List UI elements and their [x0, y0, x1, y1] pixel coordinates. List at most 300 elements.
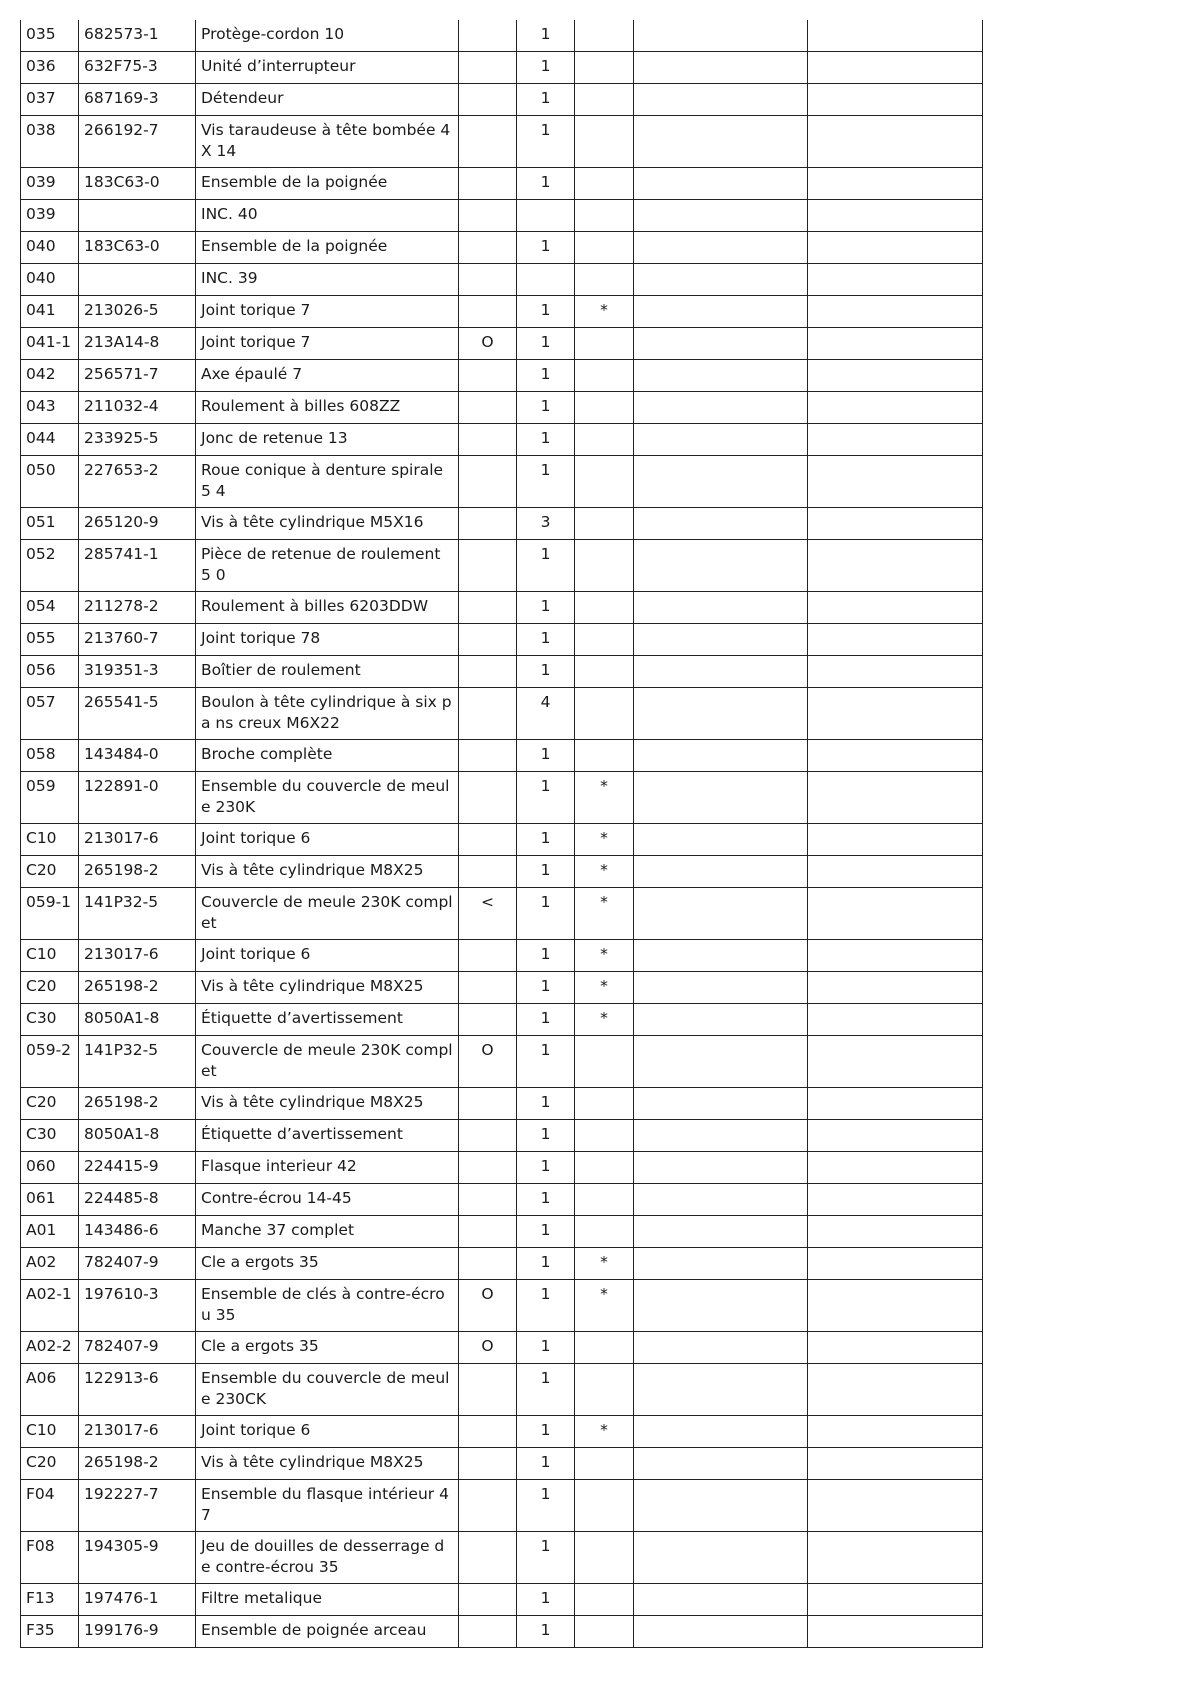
table-row: [21, 1532, 983, 1584]
quantity-cell: 1: [517, 740, 575, 772]
option-flag-cell: [459, 168, 517, 200]
part-number-cell: 194305-9: [79, 1532, 196, 1584]
note-cell: [634, 52, 808, 84]
table-row: [21, 824, 983, 856]
table-row: [21, 84, 983, 116]
remark-cell: [808, 1616, 983, 1648]
part-number-cell: 143486-6: [79, 1216, 196, 1248]
item-number-cell: C20: [21, 856, 79, 888]
table-row: [21, 360, 983, 392]
option-flag-cell: [459, 360, 517, 392]
option-flag-cell: [459, 392, 517, 424]
part-number-cell: 213A14-8: [79, 328, 196, 360]
description-cell: Ensemble de la poignée: [196, 232, 459, 264]
remark-cell: [808, 20, 983, 52]
quantity-cell: 1: [517, 296, 575, 328]
option-flag-cell: [459, 1448, 517, 1480]
note-cell: [634, 200, 808, 232]
part-number-cell: 256571-7: [79, 360, 196, 392]
note-cell: [634, 360, 808, 392]
remark-cell: [808, 264, 983, 296]
option-flag-cell: [459, 264, 517, 296]
table-row: [21, 740, 983, 772]
item-number-cell: 056: [21, 656, 79, 688]
option-flag-cell: <: [459, 888, 517, 940]
quantity-cell: 1: [517, 1448, 575, 1480]
item-number-cell: 058: [21, 740, 79, 772]
table-row: [21, 392, 983, 424]
table-row: [21, 232, 983, 264]
quantity-cell: 3: [517, 508, 575, 540]
quantity-cell: 1: [517, 1152, 575, 1184]
item-number-cell: 037: [21, 84, 79, 116]
option-flag-cell: O: [459, 1036, 517, 1088]
quantity-cell: 1: [517, 1120, 575, 1152]
note-cell: [634, 1216, 808, 1248]
marker-cell: [575, 360, 634, 392]
item-number-cell: 059: [21, 772, 79, 824]
note-cell: [634, 264, 808, 296]
item-number-cell: C20: [21, 972, 79, 1004]
description-cell: Étiquette d’avertissement: [196, 1120, 459, 1152]
marker-cell: [575, 392, 634, 424]
item-number-cell: 054: [21, 592, 79, 624]
option-flag-cell: [459, 592, 517, 624]
part-number-cell: 265198-2: [79, 1088, 196, 1120]
quantity-cell: 1: [517, 168, 575, 200]
remark-cell: [808, 296, 983, 328]
remark-cell: [808, 1280, 983, 1332]
option-flag-cell: [459, 1152, 517, 1184]
note-cell: [634, 540, 808, 592]
item-number-cell: 039: [21, 168, 79, 200]
quantity-cell: 1: [517, 360, 575, 392]
part-number-cell: 197476-1: [79, 1584, 196, 1616]
item-number-cell: 061: [21, 1184, 79, 1216]
quantity-cell: [517, 264, 575, 296]
item-number-cell: 042: [21, 360, 79, 392]
item-number-cell: C10: [21, 1416, 79, 1448]
marker-cell: [575, 52, 634, 84]
option-flag-cell: [459, 1364, 517, 1416]
marker-cell: *: [575, 824, 634, 856]
note-cell: [634, 940, 808, 972]
marker-cell: [575, 1216, 634, 1248]
note-cell: [634, 116, 808, 168]
description-cell: Joint torique 7: [196, 296, 459, 328]
note-cell: [634, 856, 808, 888]
note-cell: [634, 1152, 808, 1184]
description-cell: Broche complète: [196, 740, 459, 772]
quantity-cell: 1: [517, 1004, 575, 1036]
quantity-cell: 1: [517, 888, 575, 940]
part-number-cell: 233925-5: [79, 424, 196, 456]
note-cell: [634, 1584, 808, 1616]
table-row: [21, 116, 983, 168]
quantity-cell: 1: [517, 392, 575, 424]
remark-cell: [808, 656, 983, 688]
table-row: [21, 296, 983, 328]
item-number-cell: 040: [21, 264, 79, 296]
option-flag-cell: [459, 856, 517, 888]
remark-cell: [808, 508, 983, 540]
marker-cell: *: [575, 1248, 634, 1280]
description-cell: Couvercle de meule 230K compl et: [196, 1036, 459, 1088]
option-flag-cell: [459, 508, 517, 540]
remark-cell: [808, 116, 983, 168]
description-cell: Vis à tête cylindrique M5X16: [196, 508, 459, 540]
option-flag-cell: [459, 116, 517, 168]
note-cell: [634, 740, 808, 772]
note-cell: [634, 888, 808, 940]
description-cell: Ensemble de clés à contre-écrou 35: [196, 1280, 459, 1332]
remark-cell: [808, 1448, 983, 1480]
note-cell: [634, 1480, 808, 1532]
item-number-cell: 060: [21, 1152, 79, 1184]
quantity-cell: 1: [517, 1480, 575, 1532]
quantity-cell: [517, 200, 575, 232]
remark-cell: [808, 972, 983, 1004]
option-flag-cell: [459, 232, 517, 264]
option-flag-cell: [459, 424, 517, 456]
remark-cell: [808, 888, 983, 940]
item-number-cell: 044: [21, 424, 79, 456]
part-number-cell: 319351-3: [79, 656, 196, 688]
remark-cell: [808, 1248, 983, 1280]
description-cell: Flasque interieur 42: [196, 1152, 459, 1184]
quantity-cell: 1: [517, 1616, 575, 1648]
remark-cell: [808, 1584, 983, 1616]
item-number-cell: 041-1: [21, 328, 79, 360]
item-number-cell: 040: [21, 232, 79, 264]
remark-cell: [808, 1532, 983, 1584]
note-cell: [634, 1364, 808, 1416]
marker-cell: [575, 168, 634, 200]
table-row: [21, 592, 983, 624]
remark-cell: [808, 1216, 983, 1248]
parts-list-table: [20, 20, 983, 1648]
quantity-cell: 4: [517, 688, 575, 740]
option-flag-cell: [459, 940, 517, 972]
quantity-cell: 1: [517, 772, 575, 824]
marker-cell: *: [575, 972, 634, 1004]
quantity-cell: 1: [517, 1088, 575, 1120]
part-number-cell: 224415-9: [79, 1152, 196, 1184]
option-flag-cell: [459, 824, 517, 856]
part-number-cell: 211032-4: [79, 392, 196, 424]
table-row: [21, 972, 983, 1004]
note-cell: [634, 688, 808, 740]
option-flag-cell: [459, 688, 517, 740]
part-number-cell: 266192-7: [79, 116, 196, 168]
part-number-cell: 265198-2: [79, 856, 196, 888]
note-cell: [634, 20, 808, 52]
quantity-cell: 1: [517, 540, 575, 592]
note-cell: [634, 296, 808, 328]
part-number-cell: 141P32-5: [79, 1036, 196, 1088]
quantity-cell: 1: [517, 84, 575, 116]
option-flag-cell: [459, 456, 517, 508]
option-flag-cell: [459, 20, 517, 52]
item-number-cell: 051: [21, 508, 79, 540]
quantity-cell: 1: [517, 1216, 575, 1248]
table-row: [21, 1616, 983, 1648]
marker-cell: [575, 232, 634, 264]
part-number-cell: 213760-7: [79, 624, 196, 656]
description-cell: INC. 39: [196, 264, 459, 296]
note-cell: [634, 1448, 808, 1480]
description-cell: Vis à tête cylindrique M8X25: [196, 856, 459, 888]
note-cell: [634, 168, 808, 200]
table-row: [21, 1364, 983, 1416]
remark-cell: [808, 740, 983, 772]
remark-cell: [808, 772, 983, 824]
option-flag-cell: [459, 972, 517, 1004]
remark-cell: [808, 424, 983, 456]
marker-cell: *: [575, 1280, 634, 1332]
option-flag-cell: [459, 1120, 517, 1152]
option-flag-cell: [459, 84, 517, 116]
option-flag-cell: [459, 740, 517, 772]
item-number-cell: C30: [21, 1120, 79, 1152]
part-number-cell: 227653-2: [79, 456, 196, 508]
table-row: [21, 200, 983, 232]
description-cell: Vis à tête cylindrique M8X25: [196, 972, 459, 1004]
item-number-cell: F13: [21, 1584, 79, 1616]
marker-cell: [575, 656, 634, 688]
marker-cell: [575, 1532, 634, 1584]
note-cell: [634, 824, 808, 856]
part-number-cell: 682573-1: [79, 20, 196, 52]
remark-cell: [808, 360, 983, 392]
table-row: [21, 1248, 983, 1280]
note-cell: [634, 84, 808, 116]
table-row: [21, 856, 983, 888]
table-row: [21, 1004, 983, 1036]
quantity-cell: 1: [517, 824, 575, 856]
part-number-cell: 8050A1-8: [79, 1120, 196, 1152]
marker-cell: [575, 740, 634, 772]
option-flag-cell: [459, 296, 517, 328]
marker-cell: [575, 1448, 634, 1480]
table-row: [21, 1332, 983, 1364]
quantity-cell: 1: [517, 656, 575, 688]
remark-cell: [808, 1004, 983, 1036]
parts-list-body: [21, 20, 983, 1648]
table-row: [21, 424, 983, 456]
table-row: [21, 1416, 983, 1448]
item-number-cell: A02-1: [21, 1280, 79, 1332]
quantity-cell: 1: [517, 624, 575, 656]
marker-cell: [575, 624, 634, 656]
part-number-cell: [79, 200, 196, 232]
description-cell: Joint torique 6: [196, 940, 459, 972]
description-cell: Joint torique 6: [196, 1416, 459, 1448]
description-cell: Unité d’interrupteur: [196, 52, 459, 84]
table-row: [21, 656, 983, 688]
part-number-cell: 183C63-0: [79, 232, 196, 264]
part-number-cell: 211278-2: [79, 592, 196, 624]
description-cell: Jeu de douilles de desserrage de contre-écrou 35: [196, 1532, 459, 1584]
description-cell: Roue conique à denture spirale 5 4: [196, 456, 459, 508]
note-cell: [634, 1036, 808, 1088]
remark-cell: [808, 592, 983, 624]
item-number-cell: 035: [21, 20, 79, 52]
item-number-cell: 039: [21, 200, 79, 232]
table-row: [21, 52, 983, 84]
description-cell: Manche 37 complet: [196, 1216, 459, 1248]
description-cell: Étiquette d’avertissement: [196, 1004, 459, 1036]
marker-cell: [575, 424, 634, 456]
item-number-cell: A06: [21, 1364, 79, 1416]
part-number-cell: 122891-0: [79, 772, 196, 824]
table-row: [21, 328, 983, 360]
remark-cell: [808, 688, 983, 740]
table-row: [21, 1216, 983, 1248]
note-cell: [634, 1088, 808, 1120]
item-number-cell: 038: [21, 116, 79, 168]
option-flag-cell: [459, 1532, 517, 1584]
option-flag-cell: O: [459, 328, 517, 360]
table-row: [21, 540, 983, 592]
remark-cell: [808, 84, 983, 116]
table-row: [21, 772, 983, 824]
part-number-cell: 265120-9: [79, 508, 196, 540]
remark-cell: [808, 1364, 983, 1416]
part-number-cell: 632F75-3: [79, 52, 196, 84]
part-number-cell: 122913-6: [79, 1364, 196, 1416]
quantity-cell: 1: [517, 456, 575, 508]
note-cell: [634, 328, 808, 360]
item-number-cell: 050: [21, 456, 79, 508]
marker-cell: [575, 264, 634, 296]
option-flag-cell: O: [459, 1332, 517, 1364]
marker-cell: [575, 540, 634, 592]
option-flag-cell: [459, 656, 517, 688]
description-cell: Ensemble du flasque intérieur 47: [196, 1480, 459, 1532]
item-number-cell: 055: [21, 624, 79, 656]
item-number-cell: A02-2: [21, 1332, 79, 1364]
marker-cell: [575, 1480, 634, 1532]
item-number-cell: C20: [21, 1448, 79, 1480]
item-number-cell: F04: [21, 1480, 79, 1532]
option-flag-cell: [459, 1480, 517, 1532]
table-row: [21, 1480, 983, 1532]
part-number-cell: 265541-5: [79, 688, 196, 740]
marker-cell: [575, 1120, 634, 1152]
remark-cell: [808, 200, 983, 232]
description-cell: Roulement à billes 608ZZ: [196, 392, 459, 424]
table-row: [21, 1120, 983, 1152]
part-number-cell: 213017-6: [79, 1416, 196, 1448]
option-flag-cell: [459, 1004, 517, 1036]
part-number-cell: 687169-3: [79, 84, 196, 116]
option-flag-cell: [459, 1416, 517, 1448]
remark-cell: [808, 1332, 983, 1364]
part-number-cell: 183C63-0: [79, 168, 196, 200]
quantity-cell: 1: [517, 940, 575, 972]
description-cell: Ensemble du couvercle de meule 230CK: [196, 1364, 459, 1416]
table-row: [21, 1184, 983, 1216]
option-flag-cell: [459, 540, 517, 592]
note-cell: [634, 624, 808, 656]
table-row: [21, 1036, 983, 1088]
description-cell: Roulement à billes 6203DDW: [196, 592, 459, 624]
table-row: [21, 940, 983, 972]
description-cell: Vis taraudeuse à tête bombée 4X 14: [196, 116, 459, 168]
part-number-cell: 197610-3: [79, 1280, 196, 1332]
marker-cell: [575, 20, 634, 52]
quantity-cell: 1: [517, 1532, 575, 1584]
remark-cell: [808, 940, 983, 972]
remark-cell: [808, 1036, 983, 1088]
marker-cell: [575, 456, 634, 508]
description-cell: Boîtier de roulement: [196, 656, 459, 688]
remark-cell: [808, 1120, 983, 1152]
option-flag-cell: [459, 1216, 517, 1248]
quantity-cell: 1: [517, 1184, 575, 1216]
note-cell: [634, 656, 808, 688]
note-cell: [634, 1532, 808, 1584]
table-row: [21, 888, 983, 940]
note-cell: [634, 1280, 808, 1332]
description-cell: Cle a ergots 35: [196, 1332, 459, 1364]
item-number-cell: 036: [21, 52, 79, 84]
marker-cell: [575, 84, 634, 116]
description-cell: Axe épaulé 7: [196, 360, 459, 392]
remark-cell: [808, 168, 983, 200]
part-number-cell: 143484-0: [79, 740, 196, 772]
item-number-cell: A02: [21, 1248, 79, 1280]
part-number-cell: 141P32-5: [79, 888, 196, 940]
marker-cell: [575, 1152, 634, 1184]
quantity-cell: 1: [517, 1332, 575, 1364]
note-cell: [634, 232, 808, 264]
description-cell: Pièce de retenue de roulement 5 0: [196, 540, 459, 592]
part-number-cell: 199176-9: [79, 1616, 196, 1648]
marker-cell: [575, 1088, 634, 1120]
note-cell: [634, 772, 808, 824]
part-number-cell: 224485-8: [79, 1184, 196, 1216]
remark-cell: [808, 232, 983, 264]
table-row: [21, 688, 983, 740]
quantity-cell: 1: [517, 592, 575, 624]
quantity-cell: 1: [517, 1584, 575, 1616]
marker-cell: *: [575, 940, 634, 972]
marker-cell: [575, 688, 634, 740]
table-row: [21, 20, 983, 52]
table-row: [21, 168, 983, 200]
quantity-cell: 1: [517, 232, 575, 264]
description-cell: Ensemble du couvercle de meule 230K: [196, 772, 459, 824]
note-cell: [634, 1332, 808, 1364]
note-cell: [634, 456, 808, 508]
description-cell: Filtre metalique: [196, 1584, 459, 1616]
item-number-cell: A01: [21, 1216, 79, 1248]
remark-cell: [808, 1152, 983, 1184]
part-number-cell: 265198-2: [79, 1448, 196, 1480]
part-number-cell: 192227-7: [79, 1480, 196, 1532]
quantity-cell: 1: [517, 424, 575, 456]
marker-cell: [575, 508, 634, 540]
description-cell: Contre-écrou 14-45: [196, 1184, 459, 1216]
description-cell: Vis à tête cylindrique M8X25: [196, 1448, 459, 1480]
item-number-cell: F35: [21, 1616, 79, 1648]
description-cell: Détendeur: [196, 84, 459, 116]
quantity-cell: 1: [517, 52, 575, 84]
marker-cell: [575, 1036, 634, 1088]
remark-cell: [808, 624, 983, 656]
